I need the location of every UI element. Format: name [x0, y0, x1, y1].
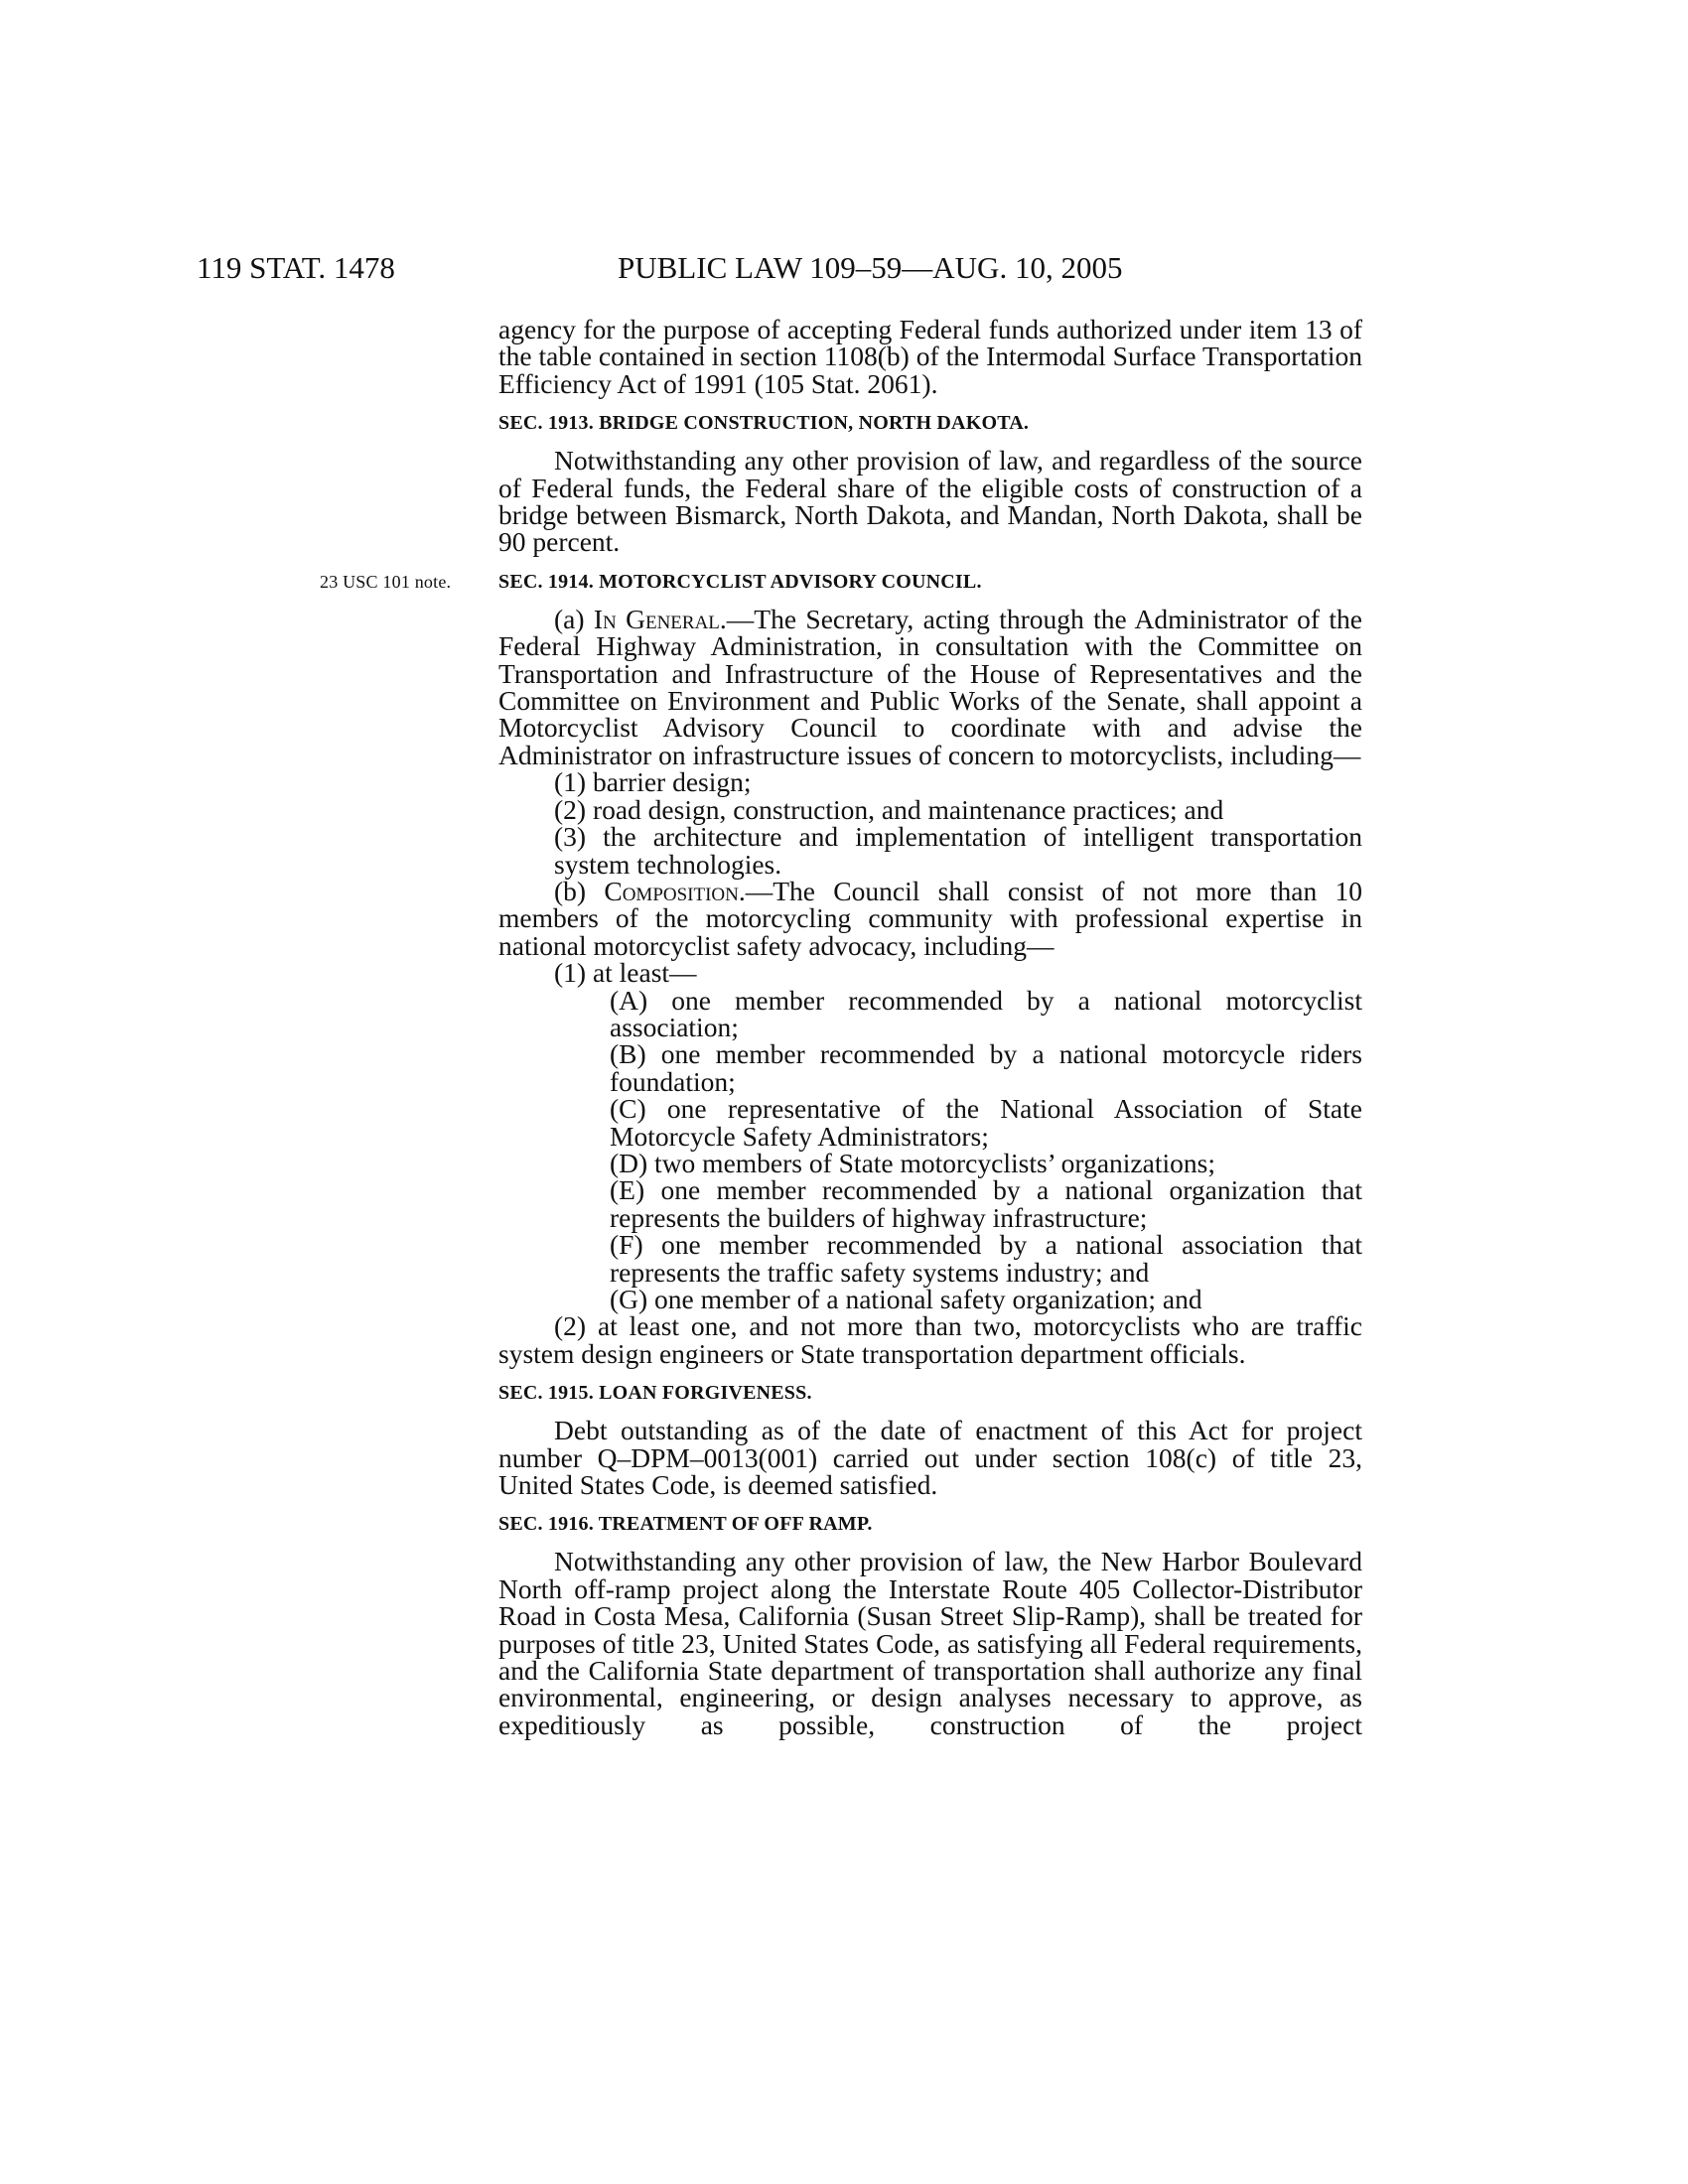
- sec-1916-text: Notwithstanding any other provision of law, the New Harbor Boulevard North off-ramp project along the Interstate Route 405 Collector-Distributor Road in Costa Mesa, California (Susan Street Slip-Ramp), shall be treated for purposes of title 23, United States Code, as satisfying all Federal requirements, and the California State department of transportation shall authorize any final environmental, engineering, or design analyses necessary to approve, as expeditiously as possible, construction of the project: [498, 1546, 1362, 1740]
- carryover-paragraph: agency for the purpose of accepting Federal funds authorized under item 13 of the table contained in section 1108(b) of the Intermodal Surface Transportation Efficiency Act of 1991 (105 Stat. 2061).: [498, 314, 1362, 399]
- a-item-1: (1) barrier design;: [554, 766, 752, 798]
- b1-item-d: (D) two members of State motorcyclists’ organizations;: [610, 1147, 1215, 1178]
- b1-item-a: (A) one member recommended by a national motorcyclist association;: [610, 984, 1362, 1042]
- sec-1913-heading: SEC. 1913. BRIDGE CONSTRUCTION, NORTH DAKOTA.: [498, 412, 1030, 435]
- b1-item-f: (F) one member recommended by a national association that represents the traffic safety systems industry; and: [610, 1229, 1362, 1288]
- sec-1915-text: Debt outstanding as of the date of enactment of this Act for project number Q–DPM–0013(001) carried out under section 108(c) of title 23, United States Code, is deemed satisfied.: [498, 1415, 1362, 1501]
- subsection-b-label: (b): [554, 875, 587, 906]
- b1-item-b: (B) one member recommended by a national motorcycle riders foundation;: [610, 1038, 1362, 1097]
- b2-item: (2) at least one, and not more than two, motorcyclists who are traffic system design engineers or State transportation department officials.: [498, 1310, 1362, 1369]
- document-body: [320, 314, 1363, 1740]
- a-item-2: (2) road design, construction, and maintenance practices; and: [554, 793, 1224, 825]
- page-header: [197, 248, 1388, 288]
- sec-1914-heading: [320, 570, 1362, 594]
- sec-1914-heading-text: SEC. 1914. MOTORCYCLIST ADVISORY COUNCIL.: [498, 570, 982, 593]
- sec-1916-heading: SEC. 1916. TREATMENT OF OFF RAMP.: [498, 1513, 873, 1536]
- subsection-a-text: .—The Secretary, acting through the Administrator of the Federal Highway Administration, in consultation with the Committee on Transportation and Infrastructure of the House of Representatives and the Committee on Environment and Public Works of the Senate, shall appoint a Motorcyclist Advisory Council to coordinate with and advise the Administrator on infrastructure issues of concern to motorcyclists, including—: [498, 603, 1363, 770]
- sec-1915-heading: SEC. 1915. LOAN FORGIVENESS.: [498, 1382, 812, 1405]
- subsection-a: [498, 603, 1363, 770]
- subsection-a-caption: In General: [593, 603, 720, 634]
- subsection-b-caption: Composition: [604, 875, 739, 906]
- sec-1913-text: Notwithstanding any other provision of law, and regardless of the source of Federal funds, the Federal share of the eligible costs of construction of a bridge between Bismarck, North Dakota, and Mandan, North Dakota, shall be 90 percent.: [498, 445, 1362, 558]
- b1-intro: (1) at least—: [554, 957, 697, 989]
- margin-note: 23 USC 101 note.: [320, 571, 452, 592]
- a-item-3: (3) the architecture and implementation of intelligent transportation system technologies.: [554, 821, 1362, 880]
- b1-item-e: (E) one member recommended by a national organization that represents the builders of highway infrastructure;: [610, 1174, 1362, 1233]
- subsection-b-text: .—The Council shall consist of not more than 10 members of the motorcycling community with professional expertise in national motorcyclist safety advocacy, including—: [498, 875, 1363, 961]
- b1-item-c: (C) one representative of the National Association of State Motorcycle Safety Administrators;: [610, 1093, 1362, 1152]
- subsection-b: [498, 875, 1363, 961]
- b1-item-g: (G) one member of a national safety organization; and: [610, 1284, 1202, 1314]
- stat-citation: 119 STAT. 1478: [197, 250, 395, 285]
- subsection-a-label: (a): [554, 603, 585, 634]
- law-title: PUBLIC LAW 109–59—AUG. 10, 2005: [618, 250, 1123, 285]
